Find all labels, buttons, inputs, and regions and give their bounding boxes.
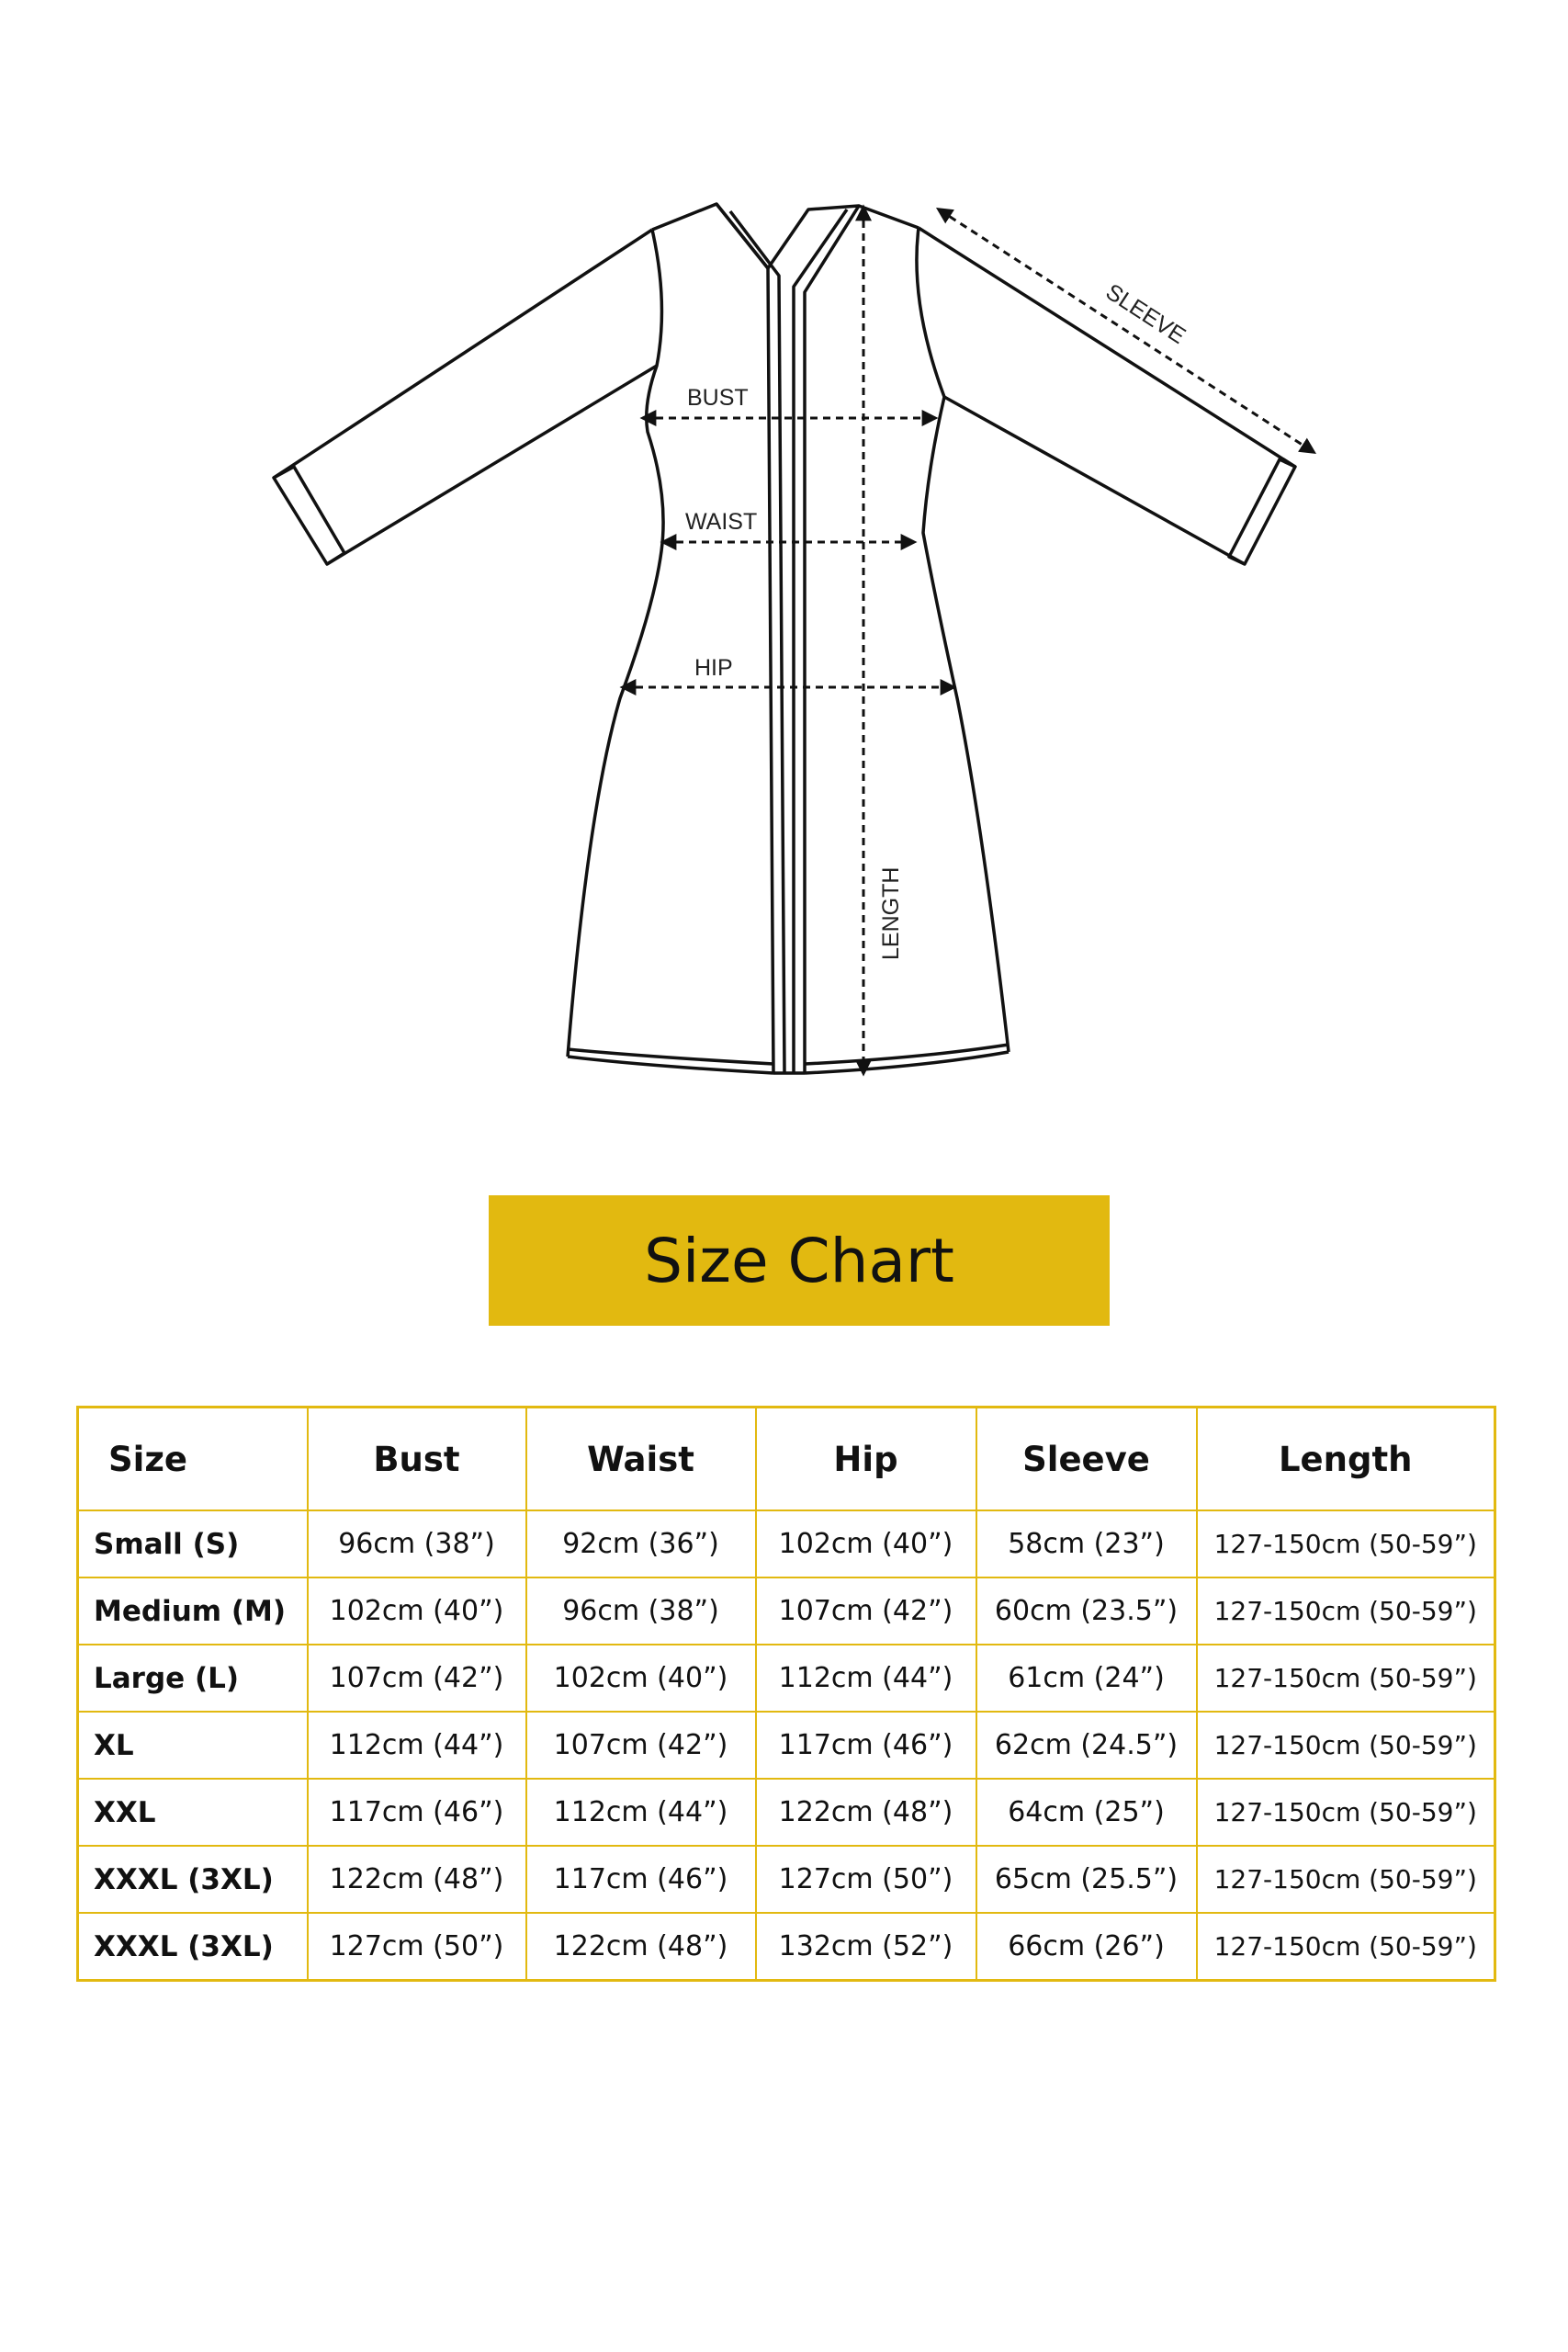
waist-cell: 102cm (40”) bbox=[526, 1645, 756, 1712]
table-header-row bbox=[78, 1408, 1495, 1511]
table-row bbox=[78, 1779, 1495, 1846]
sleeve-cell: 65cm (25.5”) bbox=[976, 1846, 1197, 1913]
sleeve-cell: 61cm (24”) bbox=[976, 1645, 1197, 1712]
sleeve-cell: 60cm (23.5”) bbox=[976, 1577, 1197, 1645]
garment-outline bbox=[274, 204, 1295, 1073]
length-cell: 127-150cm (50-59”) bbox=[1197, 1846, 1495, 1913]
bust-cell: 122cm (48”) bbox=[308, 1846, 526, 1913]
table-row bbox=[78, 1913, 1495, 1981]
waist-cell: 122cm (48”) bbox=[526, 1913, 756, 1981]
size-cell: Large (L) bbox=[78, 1645, 308, 1712]
bust-cell: 117cm (46”) bbox=[308, 1779, 526, 1846]
sleeve-cell: 62cm (24.5”) bbox=[976, 1712, 1197, 1779]
bust-cell: 102cm (40”) bbox=[308, 1577, 526, 1645]
size-cell: XL bbox=[78, 1712, 308, 1779]
header-bust: Bust bbox=[308, 1408, 526, 1511]
sleeve-cell: 64cm (25”) bbox=[976, 1779, 1197, 1846]
size-table bbox=[76, 1406, 1496, 1982]
sleeve-cell: 58cm (23”) bbox=[976, 1510, 1197, 1577]
header-length: Length bbox=[1197, 1408, 1495, 1511]
garment-diagram bbox=[0, 0, 1568, 1102]
size-cell: Small (S) bbox=[78, 1510, 308, 1577]
bust-label: BUST bbox=[687, 385, 749, 411]
table-row bbox=[78, 1510, 1495, 1577]
measure-lines bbox=[623, 208, 1314, 1073]
hip-cell: 122cm (48”) bbox=[756, 1779, 976, 1846]
length-cell: 127-150cm (50-59”) bbox=[1197, 1510, 1495, 1577]
table-row bbox=[78, 1577, 1495, 1645]
waist-cell: 117cm (46”) bbox=[526, 1846, 756, 1913]
size-chart-banner bbox=[489, 1195, 1110, 1326]
hip-label: HIP bbox=[694, 655, 733, 681]
length-cell: 127-150cm (50-59”) bbox=[1197, 1577, 1495, 1645]
header-waist: Waist bbox=[526, 1408, 756, 1511]
length-cell: 127-150cm (50-59”) bbox=[1197, 1712, 1495, 1779]
sleeve-label: SLEEVE bbox=[1100, 278, 1190, 350]
size-cell: Medium (M) bbox=[78, 1577, 308, 1645]
size-chart-title: Size Chart bbox=[644, 1225, 954, 1296]
bust-cell: 127cm (50”) bbox=[308, 1913, 526, 1981]
bust-cell: 112cm (44”) bbox=[308, 1712, 526, 1779]
bust-cell: 96cm (38”) bbox=[308, 1510, 526, 1577]
size-cell: XXXL (3XL) bbox=[78, 1913, 308, 1981]
hip-cell: 132cm (52”) bbox=[756, 1913, 976, 1981]
hip-cell: 127cm (50”) bbox=[756, 1846, 976, 1913]
waist-cell: 96cm (38”) bbox=[526, 1577, 756, 1645]
header-hip: Hip bbox=[756, 1408, 976, 1511]
bust-cell: 107cm (42”) bbox=[308, 1645, 526, 1712]
hip-cell: 107cm (42”) bbox=[756, 1577, 976, 1645]
size-cell: XXL bbox=[78, 1779, 308, 1846]
waist-label: WAIST bbox=[685, 509, 758, 535]
table-row bbox=[78, 1846, 1495, 1913]
waist-cell: 92cm (36”) bbox=[526, 1510, 756, 1577]
length-cell: 127-150cm (50-59”) bbox=[1197, 1913, 1495, 1981]
length-cell: 127-150cm (50-59”) bbox=[1197, 1645, 1495, 1712]
waist-cell: 107cm (42”) bbox=[526, 1712, 756, 1779]
header-sleeve: Sleeve bbox=[976, 1408, 1197, 1511]
sleeve-cell: 66cm (26”) bbox=[976, 1913, 1197, 1981]
length-label: LENGTH bbox=[878, 866, 904, 960]
header-size: Size bbox=[78, 1408, 308, 1511]
waist-cell: 112cm (44”) bbox=[526, 1779, 756, 1846]
table-row bbox=[78, 1712, 1495, 1779]
size-cell: XXXL (3XL) bbox=[78, 1846, 308, 1913]
table-row bbox=[78, 1645, 1495, 1712]
hip-cell: 102cm (40”) bbox=[756, 1510, 976, 1577]
hip-cell: 112cm (44”) bbox=[756, 1645, 976, 1712]
hip-cell: 117cm (46”) bbox=[756, 1712, 976, 1779]
length-cell: 127-150cm (50-59”) bbox=[1197, 1779, 1495, 1846]
